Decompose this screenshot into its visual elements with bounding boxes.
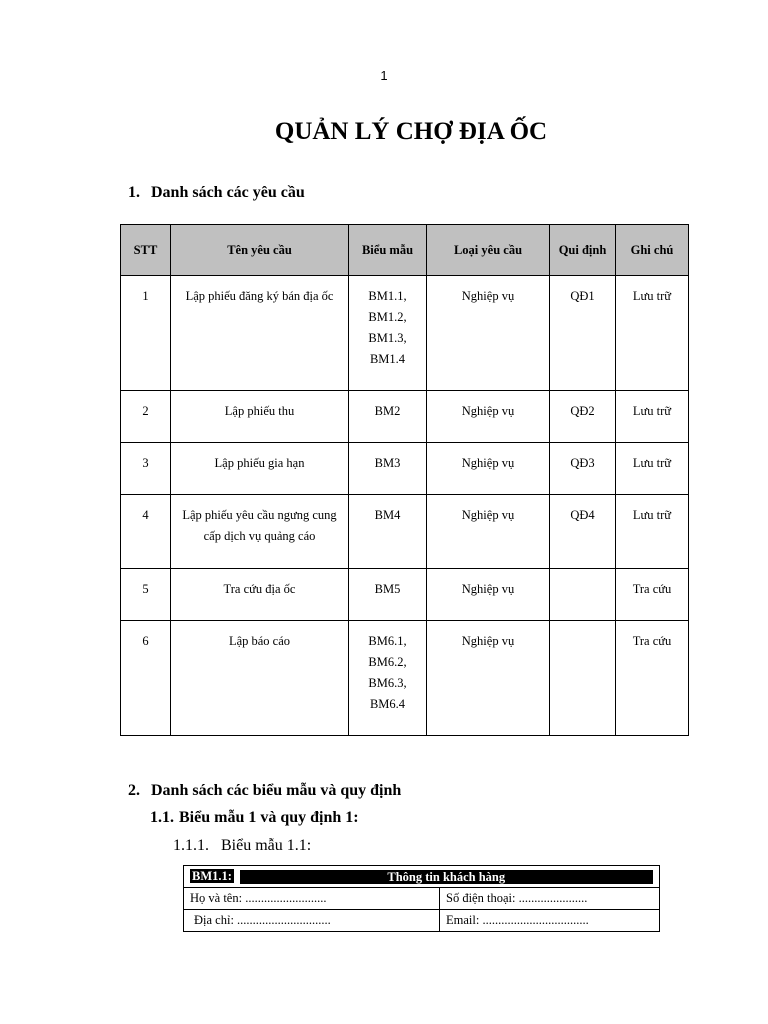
section-title: Biểu mẫu 1 và quy định 1: [179, 809, 359, 826]
forms-cell [349, 276, 427, 391]
form-code: BM1.4 [369, 352, 406, 366]
section-title: Danh sách các biểu mẫu và quy định [151, 782, 402, 799]
type-cell: Nghiệp vụ [427, 569, 550, 621]
rule-cell: QĐ4 [550, 495, 616, 569]
section-title: Biểu mẫu 1.1: [221, 837, 312, 854]
type-cell: Nghiệp vụ [427, 391, 550, 443]
address-field: Địa chỉ: .............................. [184, 910, 440, 932]
section-2-1-1-heading [173, 837, 311, 855]
stt-cell: 1 [121, 276, 171, 391]
table-row [121, 276, 689, 391]
note-cell: Lưu trữ [616, 443, 689, 495]
form-bm11 [183, 865, 660, 932]
section-2-1-heading [150, 809, 359, 827]
table-row [121, 569, 689, 621]
table-row [121, 621, 689, 736]
column-header: Loại yêu cầu [427, 225, 550, 276]
section-title: Danh sách các yêu cầu [151, 184, 305, 201]
stt-cell: 4 [121, 495, 171, 569]
form-code: BM2 [374, 404, 401, 418]
rule-cell: QĐ3 [550, 443, 616, 495]
column-header: Ghi chú [616, 225, 689, 276]
column-header: Tên yêu cầu [171, 225, 349, 276]
form-code: BM3 [374, 456, 401, 470]
rule-cell: QĐ2 [550, 391, 616, 443]
column-header: STT [121, 225, 171, 276]
section-2-heading [128, 782, 401, 800]
section-number: 1.1. [150, 809, 174, 826]
form-code: BM1.1, [368, 289, 407, 303]
name-cell: Tra cứu địa ốc [171, 569, 349, 621]
rule-cell [550, 569, 616, 621]
column-header: Biểu mẫu [349, 225, 427, 276]
column-header: Qui định [550, 225, 616, 276]
document-title: QUẢN LÝ CHỢ ĐỊA ỐC [274, 118, 548, 145]
form-label: BM1.1: [192, 869, 232, 883]
form-code: BM1.3, [368, 331, 407, 345]
email-field: Email: .................................. [440, 910, 660, 932]
table-row [121, 443, 689, 495]
form-code: BM5 [374, 582, 401, 596]
name-field: Họ và tên: .......................... [184, 888, 440, 910]
table-row [121, 391, 689, 443]
stt-cell: 6 [121, 621, 171, 736]
section-number: 1.1.1. [173, 837, 209, 854]
name-cell: Lập phiếu thu [171, 391, 349, 443]
form-code: BM4 [374, 508, 401, 522]
forms-cell [349, 621, 427, 736]
note-cell: Tra cứu [616, 569, 689, 621]
requirements-table [120, 224, 689, 736]
name-cell: Lập phiếu đăng ký bán địa ốc [171, 276, 349, 391]
stt-cell: 5 [121, 569, 171, 621]
form-code: BM6.4 [369, 697, 406, 711]
table-row [121, 495, 689, 569]
forms-cell [349, 443, 427, 495]
note-cell: Lưu trữ [616, 276, 689, 391]
form-title: Thông tin khách hàng [240, 870, 654, 884]
form-code: BM6.1, [368, 634, 407, 648]
form-header-row [184, 866, 660, 888]
form-code: BM6.2, [368, 655, 407, 669]
page-number: 1 [380, 68, 388, 83]
form-row [184, 910, 660, 932]
name-cell: Lập phiếu yêu cầu ngưng cung cấp dịch vụ quảng cáo [171, 495, 349, 569]
forms-cell [349, 391, 427, 443]
note-cell: Tra cứu [616, 621, 689, 736]
table-header-row [121, 225, 689, 276]
forms-cell [349, 495, 427, 569]
stt-cell: 3 [121, 443, 171, 495]
rule-cell: QĐ1 [550, 276, 616, 391]
form-code: BM1.2, [368, 310, 407, 324]
name-cell: Lập báo cáo [171, 621, 349, 736]
note-cell: Lưu trữ [616, 495, 689, 569]
rule-cell [550, 621, 616, 736]
form-code: BM6.3, [368, 676, 407, 690]
name-cell: Lập phiếu gia hạn [171, 443, 349, 495]
section-1-heading [128, 184, 305, 202]
phone-field: Số điện thoại: ...................... [440, 888, 660, 910]
section-number: 2. [128, 782, 140, 799]
type-cell: Nghiệp vụ [427, 621, 550, 736]
note-cell: Lưu trữ [616, 391, 689, 443]
type-cell: Nghiệp vụ [427, 276, 550, 391]
type-cell: Nghiệp vụ [427, 443, 550, 495]
section-number: 1. [128, 184, 140, 201]
stt-cell: 2 [121, 391, 171, 443]
form-row [184, 888, 660, 910]
forms-cell [349, 569, 427, 621]
type-cell: Nghiệp vụ [427, 495, 550, 569]
